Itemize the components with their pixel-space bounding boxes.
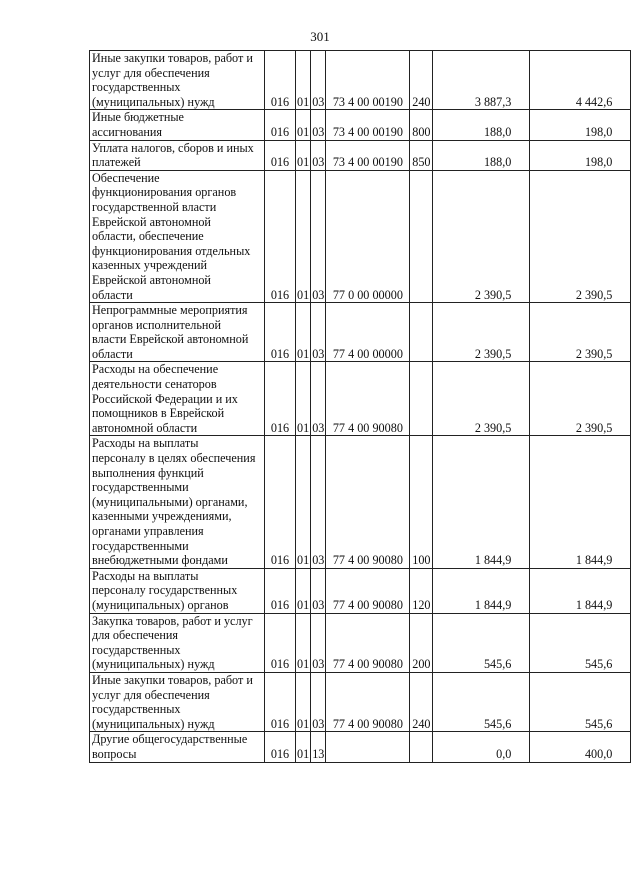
vr-cell <box>410 732 433 762</box>
sum-2018-cell: 2 390,5 <box>433 170 530 302</box>
ved-cell: 016 <box>265 51 296 110</box>
ved-cell: 016 <box>265 140 296 170</box>
rz-cell: 01 <box>296 362 311 436</box>
csr-cell <box>326 732 410 762</box>
table-row <box>90 436 631 568</box>
pr-cell: 03 <box>311 170 326 302</box>
table-row <box>90 303 631 362</box>
ved-cell: 016 <box>265 672 296 731</box>
sum-2018-cell: 545,6 <box>433 613 530 672</box>
table-row <box>90 362 631 436</box>
vr-cell: 850 <box>410 140 433 170</box>
sum-2019-cell: 400,0 <box>530 732 631 762</box>
rz-cell: 01 <box>296 436 311 568</box>
vr-cell: 800 <box>410 110 433 140</box>
sum-2018-cell: 2 390,5 <box>433 303 530 362</box>
sum-2018-cell: 3 887,3 <box>433 51 530 110</box>
vr-cell: 120 <box>410 568 433 613</box>
pr-cell: 03 <box>311 436 326 568</box>
ved-cell: 016 <box>265 568 296 613</box>
row-name: Расходы на выплаты персоналу в целях обеспечения выполнения функций государственными (муниципальными) органами, казенными учреждениями, органами управления государственными внебюджетными фондами <box>90 436 265 568</box>
rz-cell: 01 <box>296 732 311 762</box>
pr-cell: 03 <box>311 568 326 613</box>
row-name: Обеспечение функционирования органов государственной власти Еврейской автономной области, обеспечение функционирования отдельных казенных учреждений Еврейской автономной области <box>90 170 265 302</box>
row-name: Иные закупки товаров, работ и услуг для обеспечения государственных (муниципальных) нужд <box>90 51 265 110</box>
csr-cell: 77 4 00 90080 <box>326 362 410 436</box>
page-number: 301 <box>310 29 330 44</box>
table-row <box>90 568 631 613</box>
csr-cell: 73 4 00 00190 <box>326 51 410 110</box>
csr-cell: 77 0 00 00000 <box>326 170 410 302</box>
rz-cell: 01 <box>296 140 311 170</box>
sum-2018-cell: 1 844,9 <box>433 568 530 613</box>
rz-cell: 01 <box>296 568 311 613</box>
ved-cell: 016 <box>265 170 296 302</box>
csr-cell: 77 4 00 00000 <box>326 303 410 362</box>
pr-cell: 03 <box>311 672 326 731</box>
sum-2018-cell: 1 844,9 <box>433 436 530 568</box>
vr-cell: 240 <box>410 672 433 731</box>
rz-cell: 01 <box>296 170 311 302</box>
pr-cell: 03 <box>311 303 326 362</box>
pr-cell: 03 <box>311 51 326 110</box>
ved-cell: 016 <box>265 436 296 568</box>
sum-2018-cell: 545,6 <box>433 672 530 731</box>
sum-2019-cell: 1 844,9 <box>530 436 631 568</box>
pr-cell: 03 <box>311 362 326 436</box>
sum-2019-cell: 545,6 <box>530 613 631 672</box>
sum-2019-cell: 545,6 <box>530 672 631 731</box>
csr-cell: 77 4 00 90080 <box>326 672 410 731</box>
ved-cell: 016 <box>265 303 296 362</box>
pr-cell: 03 <box>311 140 326 170</box>
ved-cell: 016 <box>265 613 296 672</box>
rz-cell: 01 <box>296 672 311 731</box>
csr-cell: 73 4 00 00190 <box>326 110 410 140</box>
vr-cell <box>410 303 433 362</box>
vr-cell: 100 <box>410 436 433 568</box>
pr-cell: 13 <box>311 732 326 762</box>
sum-2018-cell: 188,0 <box>433 140 530 170</box>
ved-cell: 016 <box>265 110 296 140</box>
vr-cell <box>410 362 433 436</box>
sum-2018-cell: 188,0 <box>433 110 530 140</box>
budget-table <box>89 50 631 763</box>
row-name: Иные закупки товаров, работ и услуг для обеспечения государственных (муниципальных) нужд <box>90 672 265 731</box>
pr-cell: 03 <box>311 613 326 672</box>
sum-2019-cell: 4 442,6 <box>530 51 631 110</box>
sum-2018-cell: 0,0 <box>433 732 530 762</box>
csr-cell: 77 4 00 90080 <box>326 436 410 568</box>
table-row <box>90 140 631 170</box>
row-name: Непрограммные мероприятия органов исполнительной власти Еврейской автономной области <box>90 303 265 362</box>
rz-cell: 01 <box>296 613 311 672</box>
sum-2019-cell: 1 844,9 <box>530 568 631 613</box>
row-name: Другие общегосударственные вопросы <box>90 732 265 762</box>
table-row <box>90 613 631 672</box>
sum-2018-cell: 2 390,5 <box>433 362 530 436</box>
vr-cell <box>410 170 433 302</box>
sum-2019-cell: 2 390,5 <box>530 362 631 436</box>
sum-2019-cell: 2 390,5 <box>530 170 631 302</box>
row-name: Расходы на обеспечение деятельности сенаторов Российской Федерации и их помощников в Еврейской автономной области <box>90 362 265 436</box>
csr-cell: 77 4 00 90080 <box>326 568 410 613</box>
row-name: Закупка товаров, работ и услуг для обеспечения государственных (муниципальных) нужд <box>90 613 265 672</box>
table-row <box>90 51 631 110</box>
csr-cell: 73 4 00 00190 <box>326 140 410 170</box>
row-name: Уплата налогов, сборов и иных платежей <box>90 140 265 170</box>
sum-2019-cell: 198,0 <box>530 140 631 170</box>
row-name: Иные бюджетные ассигнования <box>90 110 265 140</box>
rz-cell: 01 <box>296 51 311 110</box>
vr-cell: 200 <box>410 613 433 672</box>
csr-cell: 77 4 00 90080 <box>326 613 410 672</box>
sum-2019-cell: 198,0 <box>530 110 631 140</box>
row-name: Расходы на выплаты персоналу государственных (муниципальных) органов <box>90 568 265 613</box>
table-row <box>90 672 631 731</box>
rz-cell: 01 <box>296 110 311 140</box>
sum-2019-cell: 2 390,5 <box>530 303 631 362</box>
ved-cell: 016 <box>265 732 296 762</box>
rz-cell: 01 <box>296 303 311 362</box>
table-row <box>90 732 631 762</box>
vr-cell: 240 <box>410 51 433 110</box>
table-row <box>90 110 631 140</box>
table-row <box>90 170 631 302</box>
pr-cell: 03 <box>311 110 326 140</box>
ved-cell: 016 <box>265 362 296 436</box>
